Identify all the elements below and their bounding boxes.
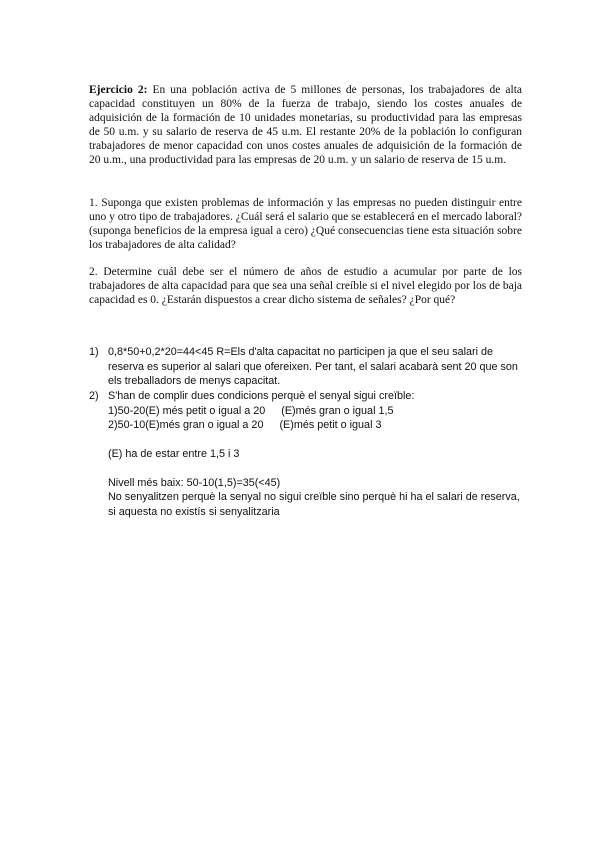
question-2: 2. Determine cuál debe ser el número de años de estudio a acumular por parte de los trabajadores de alta capacidad para que sea una señal creíble si el nivel elegido por los de baja capacidad es 0. ¿Estarán dispuestos a crear dicho sistema de señales? ¿Por qué? [89, 266, 522, 306]
exercise-statement [89, 83, 522, 167]
exercise-label: Ejercicio 2: [89, 84, 148, 96]
condition-1 [108, 404, 528, 419]
answer-1-text: 0,8*50+0,2*20=44<45 R=Els d'alta capacitat no participen ja que el seu salari de reserva es superior al salari que ofereixen. Per tant, el salari acabarà sent 20 que son els treballadors de menys capacitat. [108, 346, 518, 387]
no-signal-explanation: No senyalitzen perquè la senyal no sigui creïble sino perquè hi ha el salari de reserva, si aquesta no existís si senyalitzaria [108, 491, 520, 518]
question-1: 1. Suponga que existen problemas de información y las empresas no pueden distinguir entre uno y otro tipo de trabajadores. ¿Cuál será el salario que se establecerá en el mercado laboral? (suponga beneficios de la empresa igual a cero) ¿Qué consecuencias tiene esta situación sobre los trabajadores de alta calidad? [89, 197, 522, 251]
condition-2 [108, 418, 528, 433]
answer-2-number: 2) [89, 390, 99, 402]
condition-1-a: 1)50-20(E) més petit o igual a 20 [108, 405, 266, 417]
condition-2-b: (E)més petit o igual 3 [279, 419, 382, 431]
e-range-text: (E) ha de estar entre 1,5 i 3 [108, 448, 240, 460]
condition-2-a: 2)50-10(E)més gran o igual a 20 [108, 419, 264, 431]
exercise-text: En una población activa de 5 millones de personas, los trabajadores de alta capacidad constituyen un 80% de la fuerza de trabajo, siendo los costes anuales de adquisición de la formación de 10 unidades monetarias, su productividad para las empresas de 50 u.m. y su salario de reserva de 45 u.m. El restante 20% de la población lo configuran trabajadores de menor capacidad con unos costes anuales de adquisición de la formación de 20 u.m., una productividad para las empresas de 20 u.m. y un salario de reserva de 15 u.m. [89, 84, 523, 166]
answer-1-number: 1) [89, 346, 99, 358]
lowest-level-text: Nivell més baix: 50-10(1,5)=35(<45) [108, 477, 281, 489]
condition-1-b: (E)més gran o igual 1,5 [281, 405, 394, 417]
answer-2-text: S'han de complir dues condicions perquè el senyal sigui creïble: [108, 390, 415, 402]
